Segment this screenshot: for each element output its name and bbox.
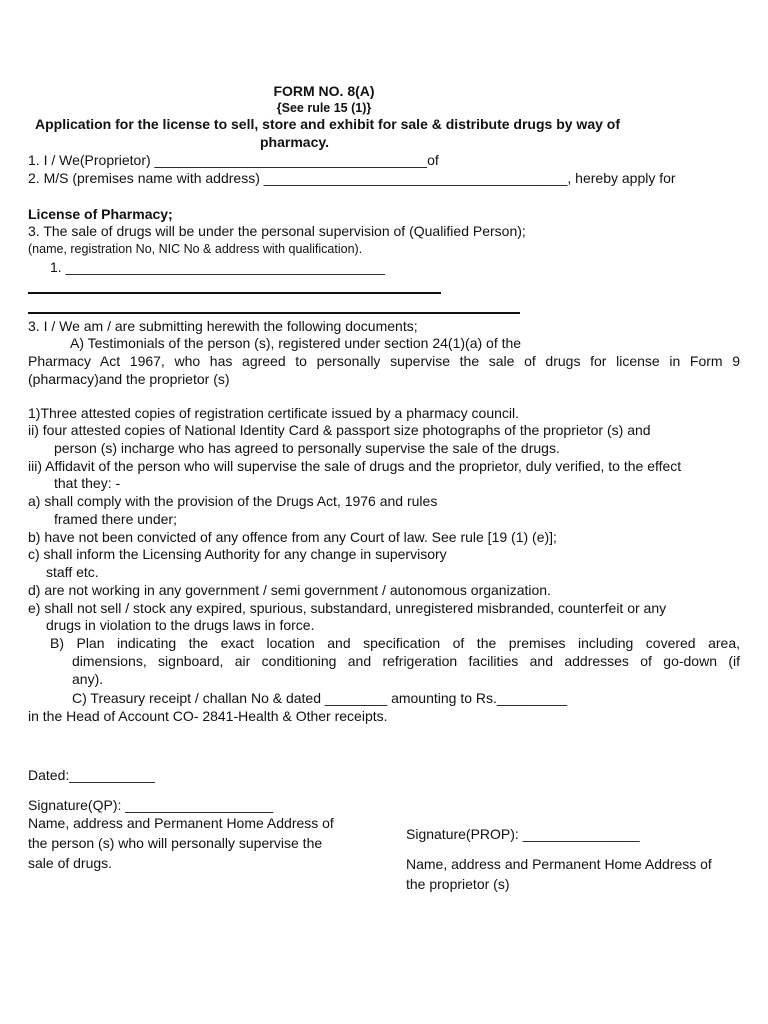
- plan-line3: any).: [72, 671, 104, 687]
- condition-a-line2: framed there under;: [54, 511, 177, 527]
- signature-prop: Signature(PROP): _______________: [406, 826, 640, 842]
- testimonials-line1: A) Testimonials of the person (s), registered under section 24(1)(a) of the: [70, 335, 522, 351]
- proprietor-field: 1. I / We(Proprietor) ___________________________________of: [28, 152, 439, 168]
- supervision-item: 3. The sale of drugs will be under the personal supervision of (Qualified Person);: [28, 223, 526, 239]
- qp-description-line1: Name, address and Permanent Home Address of: [28, 815, 334, 831]
- testimonials-line2: Pharmacy Act 1967, who has agreed to personally supervise the sale of drugs for license in Form 9: [28, 353, 740, 369]
- form-number: FORM NO. 8(A): [273, 83, 375, 99]
- form-title-line1: Application for the license to sell, store and exhibit for sale & distribute drugs by way of: [35, 116, 620, 132]
- doc-item-ii-line2: person (s) incharge who has agreed to personally supervise the sale of the drugs.: [54, 440, 560, 456]
- testimonials-line3: (pharmacy)and the proprietor (s): [28, 371, 230, 387]
- qp-description-line2: the person (s) who will personally supervise the: [28, 835, 323, 851]
- qualified-person-entry: 1. _________________________________________: [50, 259, 385, 275]
- condition-e-line2: drugs in violation to the drugs laws in force.: [46, 617, 315, 633]
- condition-a-line1: a) shall comply with the provision of the Drugs Act, 1976 and rules: [28, 493, 438, 509]
- blank-line-2: [28, 312, 520, 314]
- head-of-account-line: in the Head of Account CO- 2841-Health & Other receipts.: [28, 708, 388, 724]
- rule-reference: {See rule 15 (1)}: [276, 101, 372, 115]
- documents-intro: 3. I / We am / are submitting herewith the following documents;: [28, 318, 418, 334]
- premises-field: 2. M/S (premises name with address) _______________________________________, hereby apply for: [28, 170, 676, 186]
- condition-d: d) are not working in any government / semi government / autonomous organization.: [28, 582, 551, 598]
- prop-description-line1: Name, address and Permanent Home Address of: [406, 856, 712, 872]
- condition-c-line2: staff etc.: [46, 564, 99, 580]
- doc-item-ii-line1: ii) four attested copies of National Identity Card & passport size photographs of the proprietor (s) and: [28, 422, 651, 438]
- condition-c-line1: c) shall inform the Licensing Authority for any change in supervisory: [28, 546, 447, 562]
- plan-line1: B) Plan indicating the exact location and specification of the premises including covered area,: [50, 635, 740, 651]
- prop-description-line2: the proprietor (s): [406, 876, 510, 892]
- license-heading: License of Pharmacy;: [28, 206, 173, 222]
- qp-description-line3: sale of drugs.: [28, 855, 113, 871]
- form-title-line2: pharmacy.: [260, 134, 329, 150]
- treasury-receipt-line: C) Treasury receipt / challan No & dated ________ amounting to Rs._________: [72, 690, 567, 706]
- dated-field: Dated:___________: [28, 767, 155, 783]
- condition-b: b) have not been convicted of any offence from any Court of law. See rule [19 (1) (e)];: [28, 529, 557, 545]
- doc-item-iii-line1: iii) Affidavit of the person who will supervise the sale of drugs and the proprietor, duly verified, to the effect: [28, 458, 682, 474]
- plan-line2: dimensions, signboard, air conditioning and refrigeration facilities and addresses of go-down (if: [72, 653, 740, 669]
- doc-item-i: 1)Three attested copies of registration certificate issued by a pharmacy council.: [28, 405, 520, 421]
- condition-e-line1: e) shall not sell / stock any expired, spurious, substandard, unregistered misbranded, counterfeit or any: [28, 600, 667, 616]
- doc-item-iii-line2: that they: -: [54, 475, 121, 491]
- signature-qp: Signature(QP): ___________________: [28, 797, 274, 813]
- blank-line-1: [28, 292, 441, 294]
- supervision-note: (name, registration No, NIC No & address with qualification).: [28, 242, 363, 256]
